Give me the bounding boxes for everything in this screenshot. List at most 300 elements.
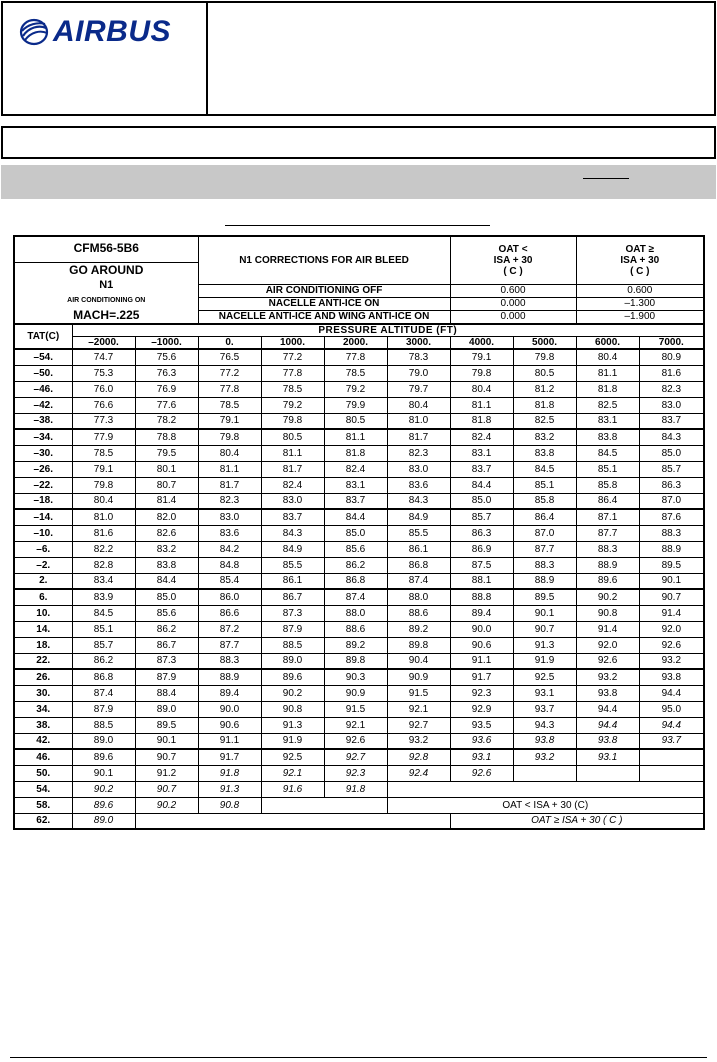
n1-value: 83.7 [639, 413, 704, 429]
n1-value: 88.9 [639, 541, 704, 557]
n1-value: 86.3 [639, 477, 704, 493]
n1-value: 89.5 [639, 557, 704, 573]
n1-value: 90.2 [576, 589, 639, 605]
n1-value: 79.8 [72, 477, 135, 493]
n1-value: 87.7 [576, 525, 639, 541]
tat-value: 34. [14, 701, 72, 717]
tat-value: –14. [14, 509, 72, 525]
n1-value: 84.3 [639, 429, 704, 445]
n1-value: 80.4 [387, 397, 450, 413]
n1-value: 83.0 [261, 493, 324, 509]
n1-value: 82.4 [324, 461, 387, 477]
n1-value: 90.6 [198, 717, 261, 733]
blank-cell [135, 813, 450, 829]
n1-value: 84.3 [387, 493, 450, 509]
n1-value: 83.1 [450, 445, 513, 461]
n1-value: 88.1 [450, 573, 513, 589]
tat-value: 30. [14, 685, 72, 701]
tat-value: 50. [14, 765, 72, 781]
n1-value: 87.9 [135, 669, 198, 685]
table-row [14, 573, 704, 589]
tat-value: –10. [14, 525, 72, 541]
n1-value: 83.4 [72, 573, 135, 589]
n1-value: 78.2 [135, 413, 198, 429]
n1-value: 78.3 [387, 349, 450, 365]
n1-value: 77.8 [324, 349, 387, 365]
n1-value: 76.6 [72, 397, 135, 413]
tat-value: 62. [14, 813, 72, 829]
n1-value [639, 765, 704, 781]
n1-value: 83.2 [135, 541, 198, 557]
n1-value: 89.2 [324, 637, 387, 653]
table-row [14, 461, 704, 477]
n1-value: 90.8 [198, 797, 261, 813]
n1-value: 89.6 [576, 573, 639, 589]
n1-value: 83.1 [324, 477, 387, 493]
correction-value-lt: 0.600 [450, 284, 576, 297]
n1-value: 89.0 [135, 701, 198, 717]
table-row [14, 429, 704, 445]
n1-value: 94.3 [513, 717, 576, 733]
n1-value: 85.1 [513, 477, 576, 493]
n1-value: 81.6 [639, 365, 704, 381]
n1-value: 86.9 [450, 541, 513, 557]
n1-value: 90.9 [324, 685, 387, 701]
n1-value: 93.1 [513, 685, 576, 701]
n1-value: 92.0 [576, 637, 639, 653]
n1-value: 91.4 [639, 605, 704, 621]
n1-value: 84.4 [135, 573, 198, 589]
altitude-header: 7000. [639, 337, 704, 350]
n1-value: 81.8 [576, 381, 639, 397]
n1-value: 92.6 [450, 765, 513, 781]
n1-value: 80.5 [513, 365, 576, 381]
n1-value: 83.6 [387, 477, 450, 493]
table-row [14, 493, 704, 509]
oat-lt-line: ( C ) [503, 265, 523, 277]
tat-value: –22. [14, 477, 72, 493]
n1-value: 82.5 [576, 397, 639, 413]
n1-value: 92.7 [324, 749, 387, 765]
correction-value-ge: –1.300 [576, 297, 704, 310]
oat-ge-line: OAT ≥ [625, 243, 655, 255]
n1-value: 88.3 [639, 525, 704, 541]
n1-value: 83.7 [261, 509, 324, 525]
n1-value: 74.7 [72, 349, 135, 365]
section-bar-underline [583, 178, 629, 179]
n1-value: 83.0 [639, 397, 704, 413]
n1-value: 77.9 [72, 429, 135, 445]
tat-value: –26. [14, 461, 72, 477]
n1-value: 95.0 [639, 701, 704, 717]
n1-value: 90.0 [450, 621, 513, 637]
n1-value: 94.4 [639, 717, 704, 733]
tat-value: –30. [14, 445, 72, 461]
table-row [14, 509, 704, 525]
n1-value: 87.4 [72, 685, 135, 701]
n1-value: 80.9 [639, 349, 704, 365]
n1-value: 92.0 [639, 621, 704, 637]
n1-value: 81.1 [576, 365, 639, 381]
n1-value: 86.2 [324, 557, 387, 573]
n1-value: 88.9 [198, 669, 261, 685]
n1-value: 80.7 [135, 477, 198, 493]
n1-value: 88.8 [450, 589, 513, 605]
n1-value: 79.8 [513, 349, 576, 365]
n1-value: 93.1 [576, 749, 639, 765]
n1-value: 84.4 [450, 477, 513, 493]
n1-value: 91.7 [198, 749, 261, 765]
n1-value: 92.1 [324, 717, 387, 733]
n1-value: 88.3 [198, 653, 261, 669]
n1-value: 83.8 [513, 445, 576, 461]
section-bar [1, 165, 716, 199]
n1-value: 92.6 [324, 733, 387, 749]
correction-label: AIR CONDITIONING OFF [198, 284, 450, 297]
tat-value: 6. [14, 589, 72, 605]
n1-value: 89.0 [261, 653, 324, 669]
tat-value: 58. [14, 797, 72, 813]
n1-value: 84.9 [387, 509, 450, 525]
n1-value [639, 749, 704, 765]
correction-value-ge: 0.600 [576, 284, 704, 297]
n1-value: 86.4 [576, 493, 639, 509]
table-row [14, 621, 704, 637]
n1-value: 87.7 [198, 637, 261, 653]
n1-value: 90.3 [324, 669, 387, 685]
table-row [14, 413, 704, 429]
n1-value: 90.9 [387, 669, 450, 685]
n1-value: 89.5 [135, 717, 198, 733]
n1-value: 81.7 [387, 429, 450, 445]
n1-value: 79.5 [135, 445, 198, 461]
n1-value: 80.5 [261, 429, 324, 445]
n1-value: 81.8 [324, 445, 387, 461]
n1-value: 93.2 [639, 653, 704, 669]
n1-value: 90.2 [135, 797, 198, 813]
n1-value: 89.0 [72, 733, 135, 749]
n1-value: 90.7 [135, 781, 198, 797]
n1-value: 85.6 [135, 605, 198, 621]
n1-value: 78.5 [261, 381, 324, 397]
n1-value: 84.5 [576, 445, 639, 461]
altitude-header: 2000. [324, 337, 387, 350]
n1-value: 92.8 [387, 749, 450, 765]
n1-value: 82.5 [513, 413, 576, 429]
table-row [14, 653, 704, 669]
n1-value: 85.5 [387, 525, 450, 541]
n1-value: 75.3 [72, 365, 135, 381]
n1-value: 90.1 [72, 765, 135, 781]
n1-value: 78.5 [198, 397, 261, 413]
n1-value: 84.5 [72, 605, 135, 621]
table-row [14, 685, 704, 701]
n1-value: 82.0 [135, 509, 198, 525]
n1-go-around-table [13, 235, 705, 830]
n1-value: 76.5 [198, 349, 261, 365]
n1-value: 85.4 [198, 573, 261, 589]
document-header [1, 1, 716, 116]
table-row [14, 637, 704, 653]
n1-value: 91.6 [261, 781, 324, 797]
table-row [14, 525, 704, 541]
table-row [14, 541, 704, 557]
n1-value: 86.8 [72, 669, 135, 685]
n1-value: 83.0 [387, 461, 450, 477]
n1-value: 82.3 [639, 381, 704, 397]
n1-value: 90.2 [72, 781, 135, 797]
n1-value: 82.2 [72, 541, 135, 557]
blank-cell [261, 797, 387, 813]
n1-value: 79.9 [324, 397, 387, 413]
n1-value: 88.9 [513, 573, 576, 589]
n1-value: 88.3 [513, 557, 576, 573]
n1-value: 91.3 [513, 637, 576, 653]
tat-value: 42. [14, 733, 72, 749]
n1-value: 84.4 [324, 509, 387, 525]
n1-value: 79.2 [324, 381, 387, 397]
altitude-header: 1000. [261, 337, 324, 350]
n1-value: 91.8 [324, 781, 387, 797]
n1-value: 88.4 [135, 685, 198, 701]
n1-value: 89.2 [387, 621, 450, 637]
n1-value: 81.0 [72, 509, 135, 525]
n1-value: 86.1 [261, 573, 324, 589]
altitude-header: 4000. [450, 337, 513, 350]
n1-value: 81.1 [450, 397, 513, 413]
oat-ge-line: ISA + 30 [620, 254, 660, 266]
phase-label: GO AROUND [69, 262, 144, 277]
n1-value: 83.8 [135, 557, 198, 573]
n1-value: 82.8 [72, 557, 135, 573]
table-row [14, 733, 704, 749]
n1-value: 85.0 [135, 589, 198, 605]
n1-value: 94.4 [576, 701, 639, 717]
n1-value: 85.7 [450, 509, 513, 525]
n1-value: 90.7 [513, 621, 576, 637]
tat-value: 14. [14, 621, 72, 637]
n1-value: 93.8 [639, 669, 704, 685]
n1-value: 87.9 [261, 621, 324, 637]
n1-value: 91.3 [261, 717, 324, 733]
n1-value: 85.5 [261, 557, 324, 573]
tat-value: –6. [14, 541, 72, 557]
tat-value: –42. [14, 397, 72, 413]
n1-value: 85.8 [576, 477, 639, 493]
n1-value: 92.1 [387, 701, 450, 717]
tat-value: –34. [14, 429, 72, 445]
n1-value: 87.6 [639, 509, 704, 525]
note-oat-ge: OAT ≥ ISA + 30 ( C ) [450, 813, 704, 829]
n1-value: 76.9 [135, 381, 198, 397]
n1-value: 92.4 [387, 765, 450, 781]
n1-value: 77.6 [135, 397, 198, 413]
n1-value: 91.2 [135, 765, 198, 781]
tat-header: TAT(C) [14, 324, 72, 350]
tat-value: 54. [14, 781, 72, 797]
n1-value: 89.6 [72, 749, 135, 765]
altitude-header: 0. [198, 337, 261, 350]
oat-lt-header [450, 236, 576, 284]
n1-value: 87.7 [513, 541, 576, 557]
n1-value: 90.1 [639, 573, 704, 589]
tat-value: –54. [14, 349, 72, 365]
tat-value: 26. [14, 669, 72, 685]
table-row [14, 381, 704, 397]
n1-value: 92.5 [261, 749, 324, 765]
n1-value: 89.4 [450, 605, 513, 621]
n1-value: 91.4 [576, 621, 639, 637]
n1-value: 91.1 [198, 733, 261, 749]
n1-value: 87.0 [639, 493, 704, 509]
n1-value: 85.1 [72, 621, 135, 637]
n1-value: 84.9 [261, 541, 324, 557]
n1-value: 93.2 [576, 669, 639, 685]
correction-value-lt: 0.000 [450, 310, 576, 323]
n1-value: 86.6 [198, 605, 261, 621]
n1-value: 82.4 [261, 477, 324, 493]
n1-value: 80.4 [198, 445, 261, 461]
tat-value: –50. [14, 365, 72, 381]
tat-value: –38. [14, 413, 72, 429]
n1-value: 77.2 [261, 349, 324, 365]
n1-value: 84.2 [198, 541, 261, 557]
table-row [14, 397, 704, 413]
correction-label: NACELLE ANTI-ICE AND WING ANTI-ICE ON [198, 310, 450, 323]
n1-value: 93.2 [513, 749, 576, 765]
n1-value: 83.7 [324, 493, 387, 509]
correction-label: NACELLE ANTI-ICE ON [198, 297, 450, 310]
tat-value: –46. [14, 381, 72, 397]
n1-value: 87.3 [135, 653, 198, 669]
n1-value: 79.0 [387, 365, 450, 381]
param-label: N1 [99, 278, 114, 291]
n1-value: 90.6 [450, 637, 513, 653]
n1-value: 81.1 [198, 461, 261, 477]
n1-value: 90.8 [576, 605, 639, 621]
n1-value: 91.1 [450, 653, 513, 669]
logo-cell [3, 3, 208, 114]
footer-rule [10, 1057, 707, 1058]
airbus-swirl-icon [19, 17, 49, 47]
n1-value: 84.5 [513, 461, 576, 477]
n1-value: 83.1 [576, 413, 639, 429]
n1-value: 94.4 [639, 685, 704, 701]
n1-value: 89.0 [72, 813, 135, 829]
table-row [14, 365, 704, 381]
n1-value: 81.2 [513, 381, 576, 397]
n1-value: 75.6 [135, 349, 198, 365]
n1-value: 86.8 [324, 573, 387, 589]
air-conditioning-label: AIR CONDITIONING ON [67, 296, 146, 304]
n1-value: 87.0 [513, 525, 576, 541]
n1-value: 82.3 [198, 493, 261, 509]
tat-value: –18. [14, 493, 72, 509]
n1-value: 84.3 [261, 525, 324, 541]
n1-value: 78.5 [324, 365, 387, 381]
n1-value: 93.7 [639, 733, 704, 749]
n1-value: 87.5 [450, 557, 513, 573]
n1-value: 82.4 [450, 429, 513, 445]
n1-value: 79.8 [261, 413, 324, 429]
n1-value: 89.5 [513, 589, 576, 605]
n1-value: 79.8 [450, 365, 513, 381]
n1-value: 88.0 [387, 589, 450, 605]
tat-value: 22. [14, 653, 72, 669]
table-row [14, 349, 704, 365]
n1-value: 91.9 [513, 653, 576, 669]
n1-value: 79.1 [450, 349, 513, 365]
oat-ge-line: ( C ) [630, 265, 650, 277]
n1-value: 91.8 [198, 765, 261, 781]
n1-value: 79.7 [387, 381, 450, 397]
n1-value: 77.3 [72, 413, 135, 429]
n1-value: 92.9 [450, 701, 513, 717]
engine-model [14, 236, 198, 262]
n1-value: 93.2 [387, 733, 450, 749]
n1-value: 92.5 [513, 669, 576, 685]
tat-value: –2. [14, 557, 72, 573]
correction-value-ge: –1.900 [576, 310, 704, 323]
n1-value: 78.5 [72, 445, 135, 461]
table-row [14, 557, 704, 573]
n1-value: 92.1 [261, 765, 324, 781]
n1-value: 87.2 [198, 621, 261, 637]
n1-value: 87.4 [387, 573, 450, 589]
table-row [14, 797, 704, 813]
n1-value: 86.0 [198, 589, 261, 605]
n1-value: 91.5 [387, 685, 450, 701]
n1-value: 91.3 [198, 781, 261, 797]
engine-model-text: CFM56-5B6 [73, 241, 139, 256]
note-oat-lt: OAT < ISA + 30 (C) [387, 797, 704, 813]
n1-value: 82.6 [135, 525, 198, 541]
n1-value: 77.8 [261, 365, 324, 381]
n1-value: 83.2 [513, 429, 576, 445]
n1-value: 86.2 [72, 653, 135, 669]
n1-value: 88.6 [387, 605, 450, 621]
corrections-title: N1 CORRECTIONS FOR AIR BLEED [198, 236, 450, 284]
n1-value: 89.4 [198, 685, 261, 701]
n1-value: 89.8 [387, 637, 450, 653]
n1-value: 91.9 [261, 733, 324, 749]
n1-value: 86.1 [387, 541, 450, 557]
altitude-header: –1000. [135, 337, 198, 350]
n1-value: 94.4 [576, 717, 639, 733]
n1-value: 92.3 [324, 765, 387, 781]
blank-cell [387, 781, 704, 797]
n1-value: 90.8 [261, 701, 324, 717]
altitude-header: –2000. [72, 337, 135, 350]
n1-value: 86.2 [135, 621, 198, 637]
n1-value: 86.3 [450, 525, 513, 541]
n1-value: 88.5 [261, 637, 324, 653]
altitude-header: 5000. [513, 337, 576, 350]
n1-value: 81.8 [450, 413, 513, 429]
table-row [14, 445, 704, 461]
n1-value: 87.9 [72, 701, 135, 717]
n1-value: 79.8 [198, 429, 261, 445]
n1-value: 85.1 [576, 461, 639, 477]
n1-value: 90.7 [135, 749, 198, 765]
n1-value: 87.4 [324, 589, 387, 605]
n1-value: 85.0 [450, 493, 513, 509]
altitude-header: 6000. [576, 337, 639, 350]
table-row [14, 749, 704, 765]
n1-value: 90.1 [135, 733, 198, 749]
n1-value: 85.6 [324, 541, 387, 557]
n1-value: 90.2 [261, 685, 324, 701]
